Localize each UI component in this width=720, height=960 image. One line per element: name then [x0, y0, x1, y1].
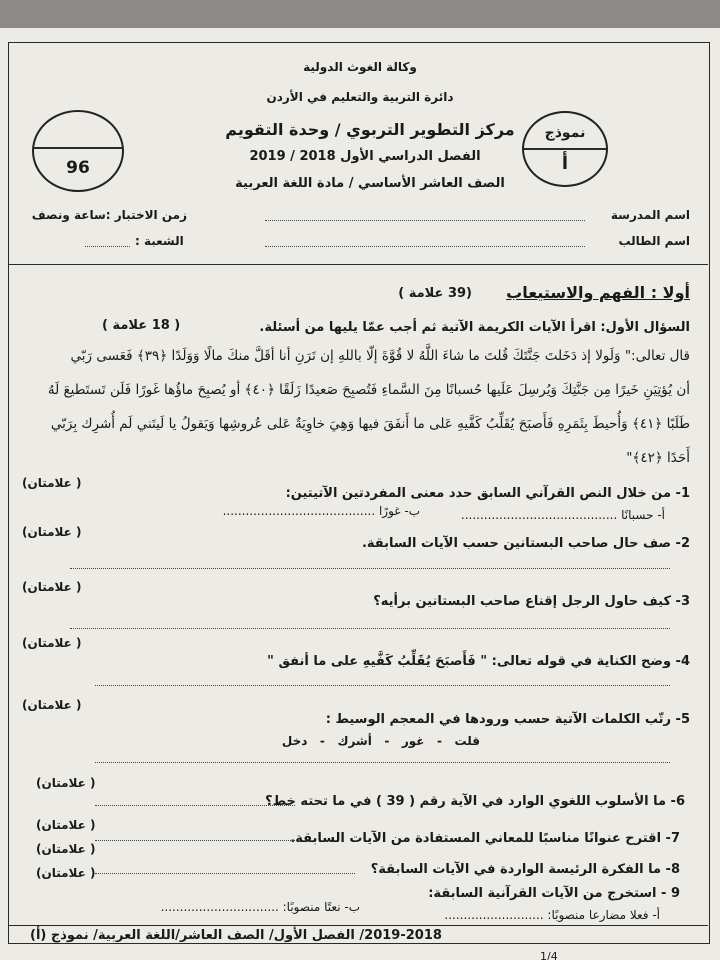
model-circle [522, 111, 608, 187]
item-1-marks: ( علامتان) [22, 476, 82, 490]
answer-line-3[interactable] [70, 628, 670, 629]
item-8: 8- ما الفكرة الرئيسة الواردة في الآيات السابقة؟ [370, 862, 680, 877]
item-6-marks: ( علامتان) [36, 776, 96, 790]
section1-title: أولا : الفهم والاستيعاب [506, 283, 690, 302]
item-1a: أ- حسبانًا ......................................... [460, 508, 665, 522]
section-label: الشعبة : [135, 234, 184, 248]
model-label: نموذج [544, 125, 586, 141]
score-circle-divider [34, 147, 122, 149]
student-field[interactable] [265, 246, 585, 247]
model-circle-divider [524, 148, 606, 150]
answer-line-2[interactable] [70, 568, 670, 569]
student-label: اسم الطالب [618, 234, 690, 248]
total-score: 96 [66, 158, 90, 178]
verse-line-3: طَلَبًا ﴿٤١﴾ وَأُحيطَ بِثَمَرِهِ فَأَصبَحَ يُقَلِّبُ كَفَّيهِ عَلى ما أَنفَقَ فيها وَهِيَ خاوِيَةٌ عَلى عُروشِها وَيَقولُ يا لَيتَني لَم أُشرِك بِرَبّي [50, 416, 690, 432]
school-field[interactable] [265, 220, 585, 221]
item-3: 3- كيف حاول الرجل إقناع صاحب البستانين برأيه؟ [373, 594, 690, 609]
footer-divider [8, 925, 708, 926]
item-3-marks: ( علامتان) [22, 580, 82, 594]
item-4-marks: ( علامتان) [22, 636, 82, 650]
item-5: 5- رتّب الكلمات الآتية حسب ورودها في المعجم الوسيط : [325, 712, 690, 727]
item-2-marks: ( علامتان) [22, 525, 82, 539]
exam-duration: زمن الاختبار :ساعة ونصف [31, 208, 187, 222]
section-field[interactable] [85, 246, 130, 247]
verse-line-4: أَحَدًا ﴿٤٢﴾" [626, 450, 690, 466]
semester: الفصل الدراسي الأول 2018 / 2019 [249, 149, 481, 164]
item-9: 9 - استخرج من الآيات القرآنية السابقة: [428, 886, 680, 901]
department-name: دائرة التربية والتعليم في الأردن [266, 90, 454, 104]
item-2: 2- صف حال صاحب البستانين حسب الآيات السابقة. [361, 536, 690, 551]
page-number: 1/4 [540, 950, 558, 960]
answer-line-4[interactable] [95, 685, 670, 686]
question1-marks: ( 18 علامة ) [102, 318, 181, 333]
answer-line-6[interactable] [95, 805, 295, 806]
item-9a: أ- فعلا مضارعا منصوبًا: .......................... [444, 908, 660, 922]
item-9-marks: ( علامتان) [36, 866, 96, 880]
exam-page [0, 28, 720, 960]
item-5-words: قلت - غور - أشرك - دخل [281, 734, 480, 748]
item-1: 1- من خلال النص القرآني السابق حدد معنى المفردتين الآتيتين: [285, 486, 690, 501]
answer-line-5[interactable] [95, 762, 670, 763]
item-5-marks: ( علامتان) [22, 698, 82, 712]
header-divider [8, 264, 708, 265]
item-9b: ب- نعتًا منصوبًا: ............................... [160, 900, 360, 914]
score-circle [32, 110, 124, 192]
verse-line-2: أن يُؤتِيَنِ خَيرًا مِن جَنَّتِكَ وَيُرسِلَ عَلَيها حُسبانًا مِنَ السَّماءِ فَتُصبِحَ صَعيدًا زَلَقًا ﴿٤٠﴾ أو يُصبِحَ ماؤُها غَورًا فَلَن تَستَطيعَ لَهُ [47, 382, 690, 398]
answer-line-7[interactable] [95, 840, 295, 841]
center-name: مركز التطوير التربوي / وحدة التقويم [225, 120, 515, 139]
item-7: 7- اقترح عنوانًا مناسبًا للمعاني المستفادة من الآيات السابقة. [290, 831, 680, 846]
section1-marks: (39 علامة ) [398, 286, 472, 301]
agency-name: وكالة الغوث الدولية [303, 60, 417, 74]
verse-line-1: قال تعالى:" وَلَولا إذ دَخَلتَ جَنَّتَكَ قُلتَ ما شاءَ اللَّهُ لا قُوَّةَ إلّا باللهِ إن تَرَنِ أنا أقَلَّ منكَ مالًا وَوَلَدًا ﴿٣٩﴾ فَعَسى رَبّي [70, 348, 690, 364]
item-8-marks: ( علامتان) [36, 842, 96, 856]
question1-text: السؤال الأول: اقرأ الآيات الكريمة الآتية ثم أجب عمّا يليها من أسئلة. [259, 320, 690, 335]
model-letter: أ [561, 153, 569, 174]
answer-line-8[interactable] [95, 873, 355, 874]
item-7-marks: ( علامتان) [36, 818, 96, 832]
footer-text: 2019-2018/ الفصل الأول/ الصف العاشر/اللغة العربية/ نموذج (أ) [30, 928, 442, 943]
item-6: 6- ما الأسلوب اللغوي الوارد في الآية رقم ( 39 ) في ما تحته خط؟ [265, 794, 685, 809]
item-1b: ب- غورًا ........................................ [222, 504, 420, 518]
item-4: 4- وضح الكناية في قوله تعالى: " فَأَصبَحَ يُقَلِّبُ كَفَّيهِ على ما أنفق " [267, 654, 690, 669]
grade-subject: الصف العاشر الأساسي / مادة اللغة العربية [235, 176, 505, 191]
school-label: اسم المدرسة [610, 208, 690, 222]
